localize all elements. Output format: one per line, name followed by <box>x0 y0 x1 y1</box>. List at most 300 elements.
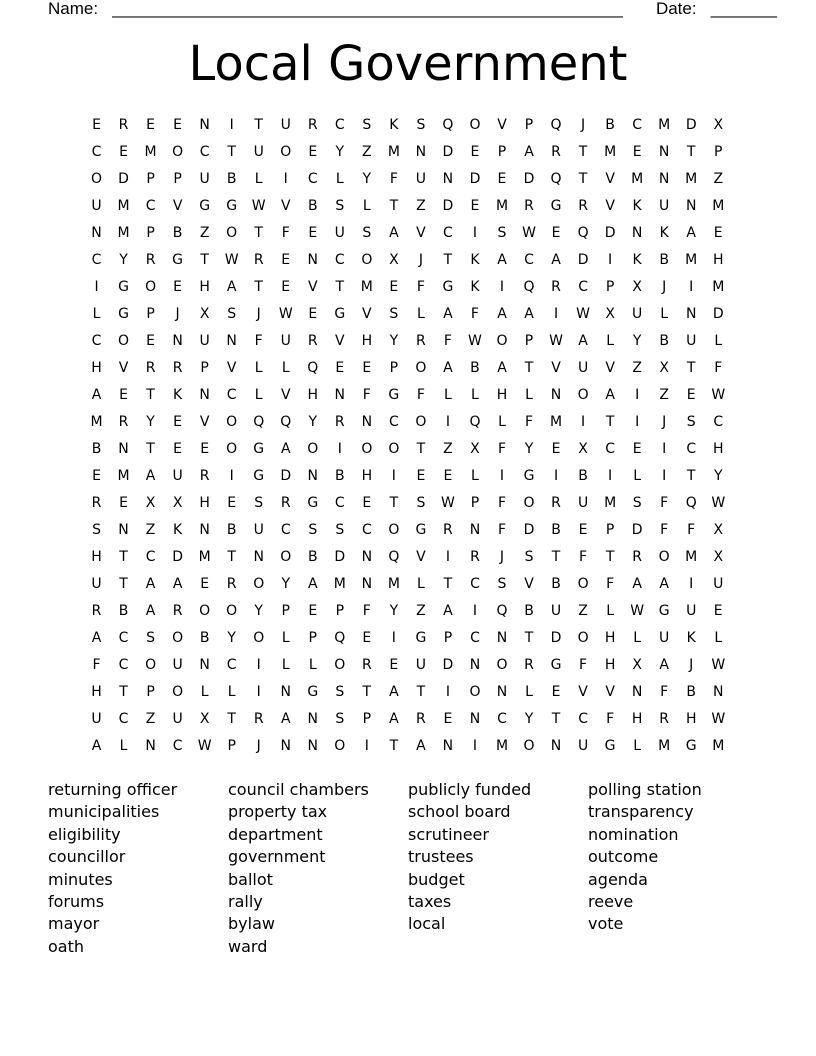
grid-letter: G <box>604 738 616 754</box>
grid-letter: J <box>662 279 667 295</box>
grid-letter: G <box>253 468 265 484</box>
grid-letter: E <box>173 279 183 295</box>
grid-letter: H <box>604 630 616 646</box>
grid-row <box>83 463 733 490</box>
grid-letter: E <box>173 117 183 133</box>
grid-letter: B <box>118 603 129 619</box>
grid-letter: A <box>389 225 399 241</box>
word-list <box>48 779 768 958</box>
grid-letter: R <box>578 198 588 214</box>
grid-letter: W <box>711 387 726 403</box>
grid-letter: U <box>253 522 264 538</box>
grid-letter: F <box>362 387 371 403</box>
grid-letter: R <box>118 117 129 133</box>
grid-letter: C <box>91 144 102 160</box>
grid-letter: E <box>362 630 372 646</box>
grid-letter: C <box>334 117 345 133</box>
grid-letter: I <box>445 684 450 700</box>
grid-letter: I <box>256 657 261 673</box>
grid-letter: E <box>308 603 318 619</box>
grid-letter: T <box>686 360 696 376</box>
grid-row <box>83 274 733 301</box>
grid-letter: Q <box>280 414 292 430</box>
grid-letter: I <box>337 441 342 457</box>
grid-letter: N <box>361 414 373 430</box>
grid-letter: N <box>415 144 427 160</box>
grid-letter: Q <box>523 279 535 295</box>
grid-letter: P <box>146 225 155 241</box>
grid-letter: N <box>199 657 210 673</box>
grid-letter: X <box>632 657 642 673</box>
word-item: bylaw <box>228 914 275 934</box>
grid-letter: T <box>389 198 399 214</box>
grid-letter: V <box>199 414 210 430</box>
grid-letter: O <box>253 630 265 646</box>
grid-letter: K <box>173 522 183 538</box>
grid-letter: U <box>91 711 102 727</box>
grid-letter: C <box>470 630 480 646</box>
grid-letter: B <box>226 522 237 538</box>
grid-letter: O <box>496 657 508 673</box>
grid-letter: I <box>499 279 505 295</box>
grid-letter: O <box>523 495 535 511</box>
grid-letter: L <box>308 657 317 673</box>
grid-letter: F <box>416 279 425 295</box>
grid-letter: P <box>497 144 507 160</box>
grid-letter: F <box>524 414 534 430</box>
grid-letter: B <box>226 171 237 187</box>
grid-letter: N <box>469 522 481 538</box>
grid-letter: N <box>685 306 697 322</box>
grid-letter: C <box>497 711 507 727</box>
grid-letter: T <box>524 630 534 646</box>
grid-letter: D <box>523 171 535 187</box>
grid-letter: R <box>145 252 156 268</box>
name-blank: ______________________________________________________ <box>112 0 623 18</box>
grid-letter: W <box>278 306 293 322</box>
grid-letter: G <box>253 441 265 457</box>
grid-letter: A <box>497 252 507 268</box>
grid-letter: U <box>550 603 562 619</box>
grid-letter: C <box>713 414 724 430</box>
grid-letter: O <box>523 738 535 754</box>
grid-letter: E <box>443 468 453 484</box>
grid-letter: E <box>470 198 480 214</box>
grid-letter: I <box>229 117 234 133</box>
grid-letter: R <box>443 522 453 538</box>
grid-letter: F <box>389 171 398 187</box>
grid-letter: N <box>307 738 318 754</box>
name-label: Name: <box>48 0 99 18</box>
grid-letter: R <box>551 144 561 160</box>
grid-letter: Q <box>307 360 319 376</box>
word-item: property tax <box>228 802 328 822</box>
grid-letter: U <box>577 495 589 511</box>
grid-letter: R <box>416 711 426 727</box>
grid-letter: B <box>334 468 345 484</box>
grid-letter: N <box>199 117 210 133</box>
grid-letter: F <box>497 522 507 538</box>
grid-row <box>83 625 733 652</box>
grid-letter: N <box>199 387 210 403</box>
grid-letter: F <box>416 387 425 403</box>
grid-row <box>83 166 733 193</box>
grid-letter: U <box>253 144 264 160</box>
grid-letter: M <box>144 144 157 160</box>
grid-letter: L <box>633 630 642 646</box>
grid-letter: O <box>307 441 319 457</box>
grid-letter: A <box>280 711 291 727</box>
grid-letter: P <box>146 684 155 700</box>
grid-letter: L <box>281 360 290 376</box>
grid-letter: O <box>172 630 184 646</box>
grid-letter: U <box>172 657 183 673</box>
grid-letter: I <box>635 414 640 430</box>
grid-letter: O <box>361 252 373 268</box>
grid-letter: A <box>605 387 615 403</box>
grid-letter: L <box>416 576 425 592</box>
grid-letter: B <box>551 522 561 538</box>
grid-letter: Q <box>550 171 562 187</box>
grid-letter: U <box>632 306 643 322</box>
grid-letter: Z <box>578 603 588 619</box>
grid-letter: C <box>470 576 480 592</box>
grid-letter: I <box>445 414 450 430</box>
grid-letter: T <box>443 576 453 592</box>
grid-letter: M <box>712 738 725 754</box>
grid-letter: O <box>118 333 130 349</box>
grid-letter: H <box>631 711 643 727</box>
grid-row <box>83 139 733 166</box>
grid-letter: R <box>226 576 237 592</box>
grid-row <box>83 517 733 544</box>
grid-letter: A <box>524 144 534 160</box>
grid-letter: T <box>119 549 128 565</box>
grid-letter: N <box>253 549 264 565</box>
grid-row <box>83 247 733 274</box>
grid-letter: Y <box>281 576 291 592</box>
grid-letter: B <box>551 576 561 592</box>
grid-letter: G <box>550 657 562 673</box>
word-item: transparency <box>588 802 694 822</box>
grid-letter: W <box>522 225 536 241</box>
word-item: eligibility <box>48 824 121 844</box>
grid-letter: I <box>229 468 234 484</box>
grid-letter: I <box>472 738 478 754</box>
grid-letter: Y <box>713 468 723 484</box>
word-column <box>48 779 228 958</box>
grid-letter: E <box>497 171 507 187</box>
grid-letter: Y <box>308 414 318 430</box>
grid-letter: P <box>389 360 399 376</box>
grid-letter: O <box>280 144 292 160</box>
word-column <box>228 779 408 958</box>
grid-letter: Z <box>713 171 724 187</box>
grid-letter: T <box>443 252 453 268</box>
grid-letter: N <box>496 684 508 700</box>
grid-letter: X <box>632 279 642 295</box>
grid-letter: I <box>283 171 288 187</box>
grid-letter: N <box>199 522 210 538</box>
grid-letter: J <box>689 657 694 673</box>
grid-letter: N <box>712 684 724 700</box>
grid-letter: N <box>118 522 129 538</box>
grid-letter: V <box>416 549 426 565</box>
grid-letter: V <box>362 306 372 322</box>
grid-letter: E <box>632 441 642 457</box>
grid-letter: D <box>280 468 292 484</box>
grid-letter: F <box>579 657 588 673</box>
grid-letter: N <box>631 684 643 700</box>
grid-letter: S <box>335 711 345 727</box>
grid-row <box>83 112 733 139</box>
grid-letter: M <box>550 414 563 430</box>
grid-letter: J <box>662 414 667 430</box>
grid-letter: T <box>551 549 561 565</box>
grid-letter: V <box>280 387 291 403</box>
grid-letter: E <box>119 144 128 160</box>
grid-letter: U <box>659 630 670 646</box>
grid-letter: S <box>254 495 264 511</box>
grid-letter: L <box>714 630 723 646</box>
grid-letter: Q <box>496 603 508 619</box>
grid-letter: D <box>712 306 724 322</box>
grid-letter: B <box>307 549 318 565</box>
grid-letter: R <box>551 279 561 295</box>
grid-letter: O <box>226 414 238 430</box>
grid-letter: Z <box>659 387 669 403</box>
grid-letter: D <box>523 522 535 538</box>
grid-letter: V <box>524 576 534 592</box>
grid-letter: E <box>686 387 696 403</box>
grid-letter: A <box>443 360 453 376</box>
grid-letter: L <box>471 387 479 403</box>
grid-letter: F <box>362 603 371 619</box>
word-item: council chambers <box>228 780 369 799</box>
grid-letter: V <box>605 360 615 376</box>
word-item: publicly funded <box>408 780 532 799</box>
grid-row <box>83 301 733 328</box>
word-item: school board <box>408 802 511 822</box>
grid-letter: C <box>91 252 102 268</box>
word-item: returning officer <box>48 780 178 799</box>
grid-letter: P <box>605 279 615 295</box>
grid-letter: T <box>686 144 696 160</box>
word-item: department <box>228 824 323 844</box>
grid-letter: V <box>335 333 345 349</box>
grid-letter: L <box>606 333 615 349</box>
grid-letter: U <box>713 576 724 592</box>
grid-letter: M <box>712 279 725 295</box>
grid-letter: P <box>200 360 209 376</box>
grid-letter: L <box>281 630 290 646</box>
grid-letter: W <box>549 333 563 349</box>
grid-letter: A <box>416 738 426 754</box>
grid-letter: O <box>145 657 157 673</box>
grid-letter: A <box>389 684 399 700</box>
grid-row <box>83 733 733 760</box>
grid-letter: E <box>146 333 155 349</box>
grid-letter: M <box>712 198 725 214</box>
grid-letter: C <box>118 630 129 646</box>
grid-letter: N <box>334 387 346 403</box>
grid-letter: U <box>659 198 670 214</box>
grid-letter: O <box>415 414 427 430</box>
grid-letter: O <box>658 549 670 565</box>
grid-letter: T <box>605 414 615 430</box>
word-item: mayor <box>48 914 100 934</box>
grid-letter: F <box>660 495 669 511</box>
grid-letter: O <box>226 441 238 457</box>
grid-letter: Q <box>577 225 589 241</box>
grid-letter: I <box>662 468 667 484</box>
grid-letter: T <box>578 144 588 160</box>
grid-row <box>83 490 733 517</box>
grid-letter: S <box>497 225 507 241</box>
grid-letter: D <box>442 198 454 214</box>
grid-letter: F <box>443 333 452 349</box>
grid-letter: L <box>633 468 642 484</box>
date-blank: _______ <box>710 0 777 18</box>
grid-letter: O <box>91 171 103 187</box>
grid-letter: D <box>550 630 562 646</box>
grid-letter: T <box>389 738 399 754</box>
grid-letter: S <box>335 684 345 700</box>
grid-letter: U <box>199 333 210 349</box>
grid-letter: R <box>524 198 534 214</box>
grid-letter: O <box>361 441 373 457</box>
grid-letter: S <box>227 306 237 322</box>
grid-letter: F <box>606 711 615 727</box>
page-title: Local Government <box>188 36 628 92</box>
grid-letter: J <box>256 306 261 322</box>
grid-letter: W <box>630 603 645 619</box>
grid-letter: O <box>577 630 589 646</box>
grid-letter: I <box>391 630 396 646</box>
grid-letter: O <box>334 738 346 754</box>
grid-letter: H <box>361 468 373 484</box>
grid-letter: N <box>307 468 318 484</box>
grid-letter: E <box>200 441 210 457</box>
grid-letter: T <box>686 468 696 484</box>
word-item: forums <box>48 892 105 912</box>
grid-letter: X <box>605 306 615 322</box>
grid-letter: J <box>175 306 180 322</box>
grid-letter: K <box>686 630 696 646</box>
grid-letter: Y <box>389 333 399 349</box>
grid-letter: E <box>578 522 588 538</box>
grid-letter: E <box>281 252 291 268</box>
grid-letter: Y <box>335 144 345 160</box>
grid-letter: A <box>307 576 318 592</box>
word-item: rally <box>228 892 263 912</box>
grid-letter: N <box>658 171 670 187</box>
grid-row <box>83 571 733 598</box>
grid-letter: O <box>172 144 184 160</box>
grid-letter: W <box>441 495 455 511</box>
grid-letter: T <box>389 495 399 511</box>
grid-letter: D <box>577 252 589 268</box>
grid-letter: Z <box>416 603 426 619</box>
grid-letter: N <box>442 738 454 754</box>
grid-letter: R <box>632 549 642 565</box>
grid-letter: R <box>172 360 183 376</box>
grid-letter: C <box>388 414 399 430</box>
grid-letter: M <box>658 117 671 133</box>
grid-letter: O <box>577 576 589 592</box>
grid-letter: K <box>470 279 480 295</box>
grid-letter: I <box>662 441 667 457</box>
grid-letter: X <box>578 441 588 457</box>
grid-letter: Q <box>469 414 481 430</box>
grid-letter: C <box>361 522 372 538</box>
grid-letter: G <box>118 279 129 295</box>
grid-letter: M <box>685 549 698 565</box>
grid-letter: T <box>146 441 155 457</box>
grid-letter: E <box>146 117 155 133</box>
grid-letter: C <box>524 252 534 268</box>
grid-letter: X <box>172 495 183 511</box>
grid-letter: G <box>199 198 211 214</box>
grid-letter: T <box>146 387 155 403</box>
grid-letter: E <box>362 495 372 511</box>
word-item: taxes <box>408 892 452 912</box>
grid-letter: D <box>442 144 454 160</box>
grid-letter: E <box>119 495 128 511</box>
letter-grid <box>83 112 733 760</box>
grid-letter: V <box>497 117 507 133</box>
grid-letter: W <box>468 333 482 349</box>
grid-letter: I <box>364 738 369 754</box>
grid-letter: I <box>608 252 613 268</box>
grid-letter: X <box>145 495 156 511</box>
grid-letter: C <box>307 171 318 187</box>
grid-letter: M <box>495 738 509 754</box>
grid-letter: U <box>199 171 210 187</box>
grid-letter: S <box>92 522 101 538</box>
grid-letter: E <box>713 225 723 241</box>
grid-letter: N <box>280 738 291 754</box>
grid-letter: E <box>362 360 372 376</box>
grid-letter: I <box>472 225 478 241</box>
grid-letter: I <box>689 576 694 592</box>
grid-letter: I <box>608 468 613 484</box>
grid-letter: L <box>254 360 263 376</box>
grid-letter: T <box>578 171 588 187</box>
grid-letter: R <box>524 657 534 673</box>
grid-letter: S <box>362 225 372 241</box>
grid-letter: Y <box>254 603 263 619</box>
grid-row <box>83 409 733 436</box>
grid-letter: L <box>444 387 452 403</box>
grid-letter: Q <box>388 549 400 565</box>
grid-letter: W <box>224 252 239 268</box>
grid-letter: G <box>388 387 400 403</box>
word-item: ward <box>228 936 268 956</box>
grid-row <box>83 355 733 382</box>
grid-letter: E <box>308 306 318 322</box>
grid-letter: T <box>200 252 209 268</box>
word-item: vote <box>588 914 624 934</box>
grid-letter: C <box>118 657 129 673</box>
grid-letter: T <box>119 576 128 592</box>
grid-letter: A <box>524 306 534 322</box>
word-item: budget <box>408 869 465 889</box>
grid-letter: J <box>499 549 505 565</box>
grid-letter: Z <box>416 198 426 214</box>
word-item: minutes <box>48 869 113 889</box>
header-line <box>48 0 777 20</box>
